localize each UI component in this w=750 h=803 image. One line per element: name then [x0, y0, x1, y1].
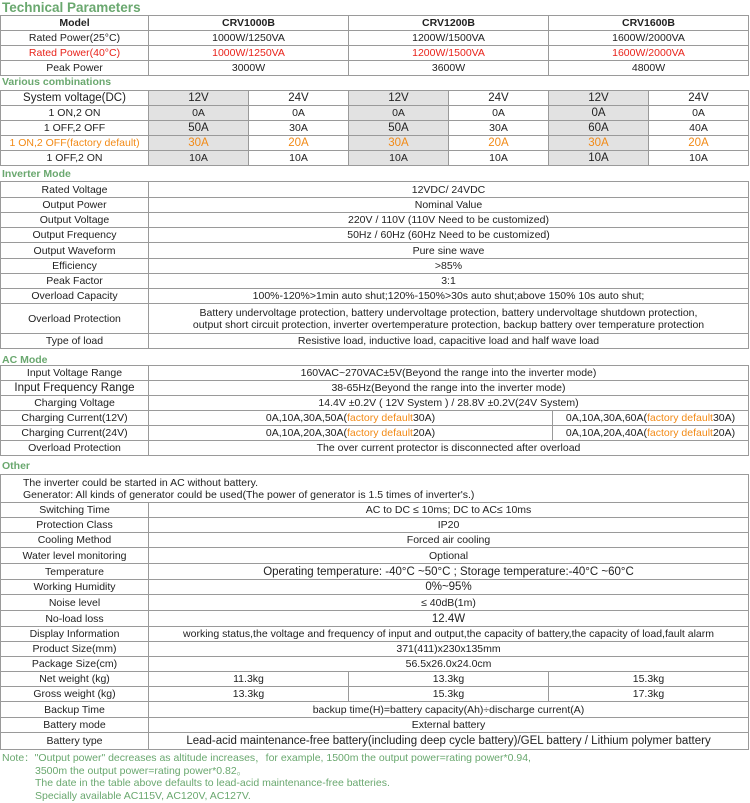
cell: 0A [149, 106, 249, 121]
table-row [1, 503, 749, 518]
row-label: Type of load [1, 334, 149, 349]
cell: 50Hz / 60Hz (60Hz Need to be customized) [149, 228, 749, 243]
cell: Nominal Value [149, 198, 749, 213]
note-line: Note："Output power" decreases as altitude increases，for example, 1500m the output power=rating power*0.94, [2, 752, 531, 764]
table-row [1, 366, 749, 381]
cell: The over current protector is disconnected after overload [149, 441, 749, 456]
cell: 220V / 110V (110V Need to be customized) [149, 213, 749, 228]
cell: 371(411)x230x135mm [149, 642, 749, 657]
cell: 24V [449, 91, 549, 106]
page-title: Technical Parameters [2, 0, 141, 15]
table-row [1, 136, 749, 151]
table-row [1, 642, 749, 657]
row-label: Product Size(mm) [1, 642, 149, 657]
table-row [1, 46, 749, 61]
row-label: Overload Capacity [1, 289, 149, 304]
row-label: Input Voltage Range [1, 366, 149, 381]
table-row [1, 31, 749, 46]
cell: 13.3kg [349, 672, 549, 687]
row-label: Peak Factor [1, 274, 149, 289]
cell [149, 426, 553, 441]
cell [149, 304, 749, 334]
cell: 30A [549, 136, 649, 151]
cell: 100%-120%>1min auto shut;120%-150%>30s auto shut;above 150% 10s auto shut; [149, 289, 749, 304]
cell: 14.4V ±0.2V ( 12V System ) / 28.8V ±0.2V(24V System) [149, 396, 749, 411]
row-label: Package Size(cm) [1, 657, 149, 672]
cell: 1200W/1500VA [349, 31, 549, 46]
cell: 11.3kg [149, 672, 349, 687]
table-row [1, 289, 749, 304]
cell: AC to DC ≤ 10ms; DC to AC≤ 10ms [149, 503, 749, 518]
factory-default-text: factory default [347, 427, 413, 439]
row-label: Net weight (kg) [1, 672, 149, 687]
row-label: Output Waveform [1, 243, 149, 259]
row-label: Peak Power [1, 61, 149, 76]
section-title-inverter: Inverter Mode [2, 168, 71, 180]
cell: 3000W [149, 61, 349, 76]
cell: 160VAC~270VAC±5V(Beyond the range into the inverter mode) [149, 366, 749, 381]
section-title-combinations: Various combinations [2, 76, 112, 88]
table-row [1, 687, 749, 702]
cell: 10A [149, 151, 249, 166]
table-row [1, 411, 749, 426]
model-table [0, 15, 749, 76]
table-row [1, 381, 749, 396]
cell: 1600W/2000VA [549, 31, 749, 46]
cell: 15.3kg [549, 672, 749, 687]
row-label: Noise level [1, 595, 149, 611]
cell: 20A [249, 136, 349, 151]
section-title-ac: AC Mode [2, 354, 48, 366]
cell: Pure sine wave [149, 243, 749, 259]
row-label: Battery mode [1, 718, 149, 733]
cell: 30A [349, 136, 449, 151]
table-row [1, 182, 749, 198]
table-row [1, 672, 749, 687]
combinations-table [0, 90, 749, 166]
row-label: Output Frequency [1, 228, 149, 243]
row-label: Overload Protection [1, 304, 149, 334]
intro-line: The inverter could be started in AC without battery. [23, 476, 259, 489]
model-label: Model [1, 16, 149, 31]
cell: 50A [349, 121, 449, 136]
cell: working status,the voltage and frequency of input and output,the capacity of battery,the capacity of load,fault alarm [149, 627, 749, 642]
cell: Optional [149, 548, 749, 564]
cell: backup time(H)=battery capacity(Ah)÷discharge current(A) [149, 702, 749, 718]
cell: >85% [149, 259, 749, 274]
text: 30A) [712, 412, 736, 424]
table-row [1, 61, 749, 76]
table-row [1, 274, 749, 289]
table-row [1, 106, 749, 121]
cell: 50A [149, 121, 249, 136]
row-label: 1 OFF,2 OFF [1, 121, 149, 136]
table-row [1, 627, 749, 642]
cell: 10A [549, 151, 649, 166]
model-crv1200b: CRV1200B [349, 16, 549, 31]
cell: 12V [549, 91, 649, 106]
cell: 1000W/1250VA [149, 46, 349, 61]
table-row [1, 16, 749, 31]
cell: 12.4W [149, 611, 749, 627]
row-label: Output Power [1, 198, 149, 213]
cell: 1000W/1250VA [149, 31, 349, 46]
table-row [1, 548, 749, 564]
row-label: Backup Time [1, 702, 149, 718]
cell: 24V [649, 91, 749, 106]
factory-default-text: factory default [647, 427, 713, 439]
cell: 13.3kg [149, 687, 349, 702]
table-row [1, 334, 749, 349]
table-row [1, 396, 749, 411]
note-line: Specially available AC115V, AC120V, AC127V. [35, 789, 251, 802]
table-row [1, 595, 749, 611]
row-label: No-load loss [1, 611, 149, 627]
cell: 30A [149, 136, 249, 151]
cell: 38-65Hz(Beyond the range into the inverter mode) [149, 381, 749, 396]
row-label: Overload Protection [1, 441, 149, 456]
table-row [1, 580, 749, 595]
row-label-factory-default: 1 ON,2 OFF(factory default) [1, 136, 149, 151]
cell: 1200W/1500VA [349, 46, 549, 61]
table-row [1, 121, 749, 136]
table-row [1, 259, 749, 274]
table-row [1, 151, 749, 166]
footnote [2, 752, 531, 802]
table-row [1, 564, 749, 580]
cell: IP20 [149, 518, 749, 533]
row-label: Display Information [1, 627, 149, 642]
row-label: Rated Voltage [1, 182, 149, 198]
row-label: Charging Current(24V) [1, 426, 149, 441]
text: 30A) [412, 412, 436, 424]
table-row [1, 733, 749, 750]
cell: 56.5x26.0x24.0cm [149, 657, 749, 672]
row-label: Output Voltage [1, 213, 149, 228]
table-row [1, 475, 749, 503]
cell: 20A [449, 136, 549, 151]
row-label: Gross weight (kg) [1, 687, 149, 702]
table-row [1, 91, 749, 106]
row-label: Charging Voltage [1, 396, 149, 411]
cell: 0A [649, 106, 749, 121]
cell: External battery [149, 718, 749, 733]
cell: 10A [249, 151, 349, 166]
intro-line: Generator: All kinds of generator could be used(The power of generator is 1.5 times of inverter's.) [23, 488, 475, 501]
cell: 12VDC/ 24VDC [149, 182, 749, 198]
cell: 20A [649, 136, 749, 151]
row-label: Rated Power(25°C) [1, 31, 149, 46]
row-label: Rated Power(40°C) [1, 46, 149, 61]
factory-default-text: factory default [647, 412, 713, 424]
text-line: Battery undervoltage protection, battery undervoltage protection, battery undervoltage shutdown protection, [199, 306, 698, 319]
row-label: Efficiency [1, 259, 149, 274]
cell: 4800W [549, 61, 749, 76]
row-label: Switching Time [1, 503, 149, 518]
table-row [1, 243, 749, 259]
cell: 60A [549, 121, 649, 136]
cell: 10A [449, 151, 549, 166]
cell: 0A [449, 106, 549, 121]
cell: 0A [249, 106, 349, 121]
table-row [1, 611, 749, 627]
row-label: Working Humidity [1, 580, 149, 595]
factory-default-text: factory default [347, 412, 413, 424]
row-label: Water level monitoring [1, 548, 149, 564]
cell: 3:1 [149, 274, 749, 289]
row-label: Cooling Method [1, 533, 149, 548]
text: 20A) [712, 427, 736, 439]
cell: 30A [249, 121, 349, 136]
cell: 12V [349, 91, 449, 106]
table-row [1, 441, 749, 456]
inverter-table [0, 181, 749, 349]
cell: Lead-acid maintenance-free battery(including deep cycle battery)/GEL battery / Lithium polymer battery [149, 733, 749, 750]
table-row [1, 304, 749, 334]
cell: 10A [349, 151, 449, 166]
cell: 30A [449, 121, 549, 136]
cell: 40A [649, 121, 749, 136]
other-intro [1, 475, 749, 503]
text: 0A,10A,20A,40A( [565, 427, 647, 439]
table-row [1, 426, 749, 441]
row-label: Battery type [1, 733, 149, 750]
ac-table [0, 365, 749, 456]
cell: 10A [649, 151, 749, 166]
cell [149, 411, 553, 426]
cell: 3600W [349, 61, 549, 76]
table-row [1, 533, 749, 548]
table-row [1, 718, 749, 733]
cell: ≤ 40dB(1m) [149, 595, 749, 611]
note-line: 3500m the output power=rating power*0.82。 [35, 764, 248, 777]
cell: 12V [149, 91, 249, 106]
section-title-other: Other [2, 460, 31, 472]
cell: 15.3kg [349, 687, 549, 702]
cell: Operating temperature: -40°C ~50°C ; Storage temperature:-40°C ~60°C [149, 564, 749, 580]
row-label: Protection Class [1, 518, 149, 533]
table-row [1, 702, 749, 718]
row-label: Charging Current(12V) [1, 411, 149, 426]
cell: Resistive load, inductive load, capacitive load and half wave load [149, 334, 749, 349]
note-line: The date in the table above defaults to lead-acid maintenance-free batteries. [35, 777, 390, 789]
table-row [1, 518, 749, 533]
table-row [1, 657, 749, 672]
table-row [1, 198, 749, 213]
cell: 0%~95% [149, 580, 749, 595]
row-label: 1 ON,2 ON [1, 106, 149, 121]
cell [553, 426, 749, 441]
model-crv1600b: CRV1600B [549, 16, 749, 31]
model-crv1000b: CRV1000B [149, 16, 349, 31]
other-table [0, 474, 749, 750]
cell: Forced air cooling [149, 533, 749, 548]
row-label: 1 OFF,2 ON [1, 151, 149, 166]
text: 0A,10A,30A,50A( [265, 412, 347, 424]
cell: 0A [349, 106, 449, 121]
table-row [1, 213, 749, 228]
cell: 0A [549, 106, 649, 121]
row-label: Temperature [1, 564, 149, 580]
cell: 24V [249, 91, 349, 106]
cell [553, 411, 749, 426]
cell: 1600W/2000VA [549, 46, 749, 61]
row-label: Input Frequency Range [1, 381, 149, 396]
text: 0A,10A,30A,60A( [565, 412, 647, 424]
row-label: System voltage(DC) [1, 91, 149, 106]
text: 20A) [412, 427, 436, 439]
cell: 17.3kg [549, 687, 749, 702]
table-row [1, 228, 749, 243]
text: 0A,10A,20A,30A( [265, 427, 347, 439]
text-line: output short circuit protection, inverter overtemperature protection, backup battery over temperature protection [192, 318, 705, 331]
